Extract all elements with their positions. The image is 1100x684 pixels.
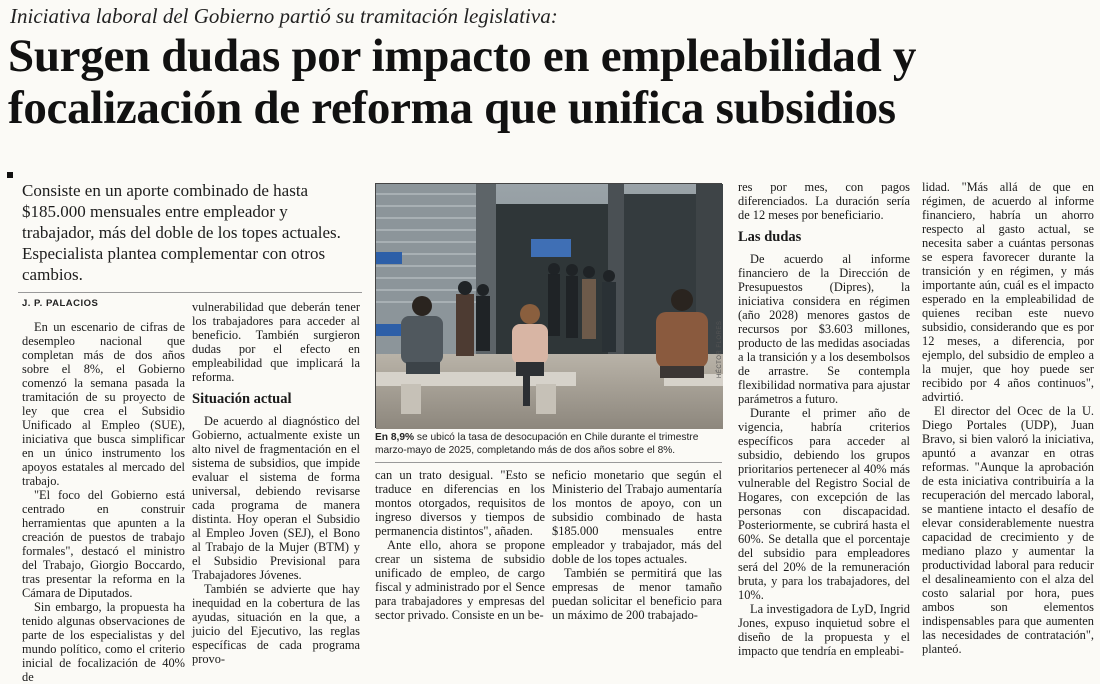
- paragraph: Durante el primer año de vigencia, habría criterios específicos para acceder al subsidio, debiendo los grupos prioritarios pertenecer al 40% más vulnerable del Registro Social de Hogares, con excepción de las personas con discapacidad. Posteriormente, se cubrirá hasta el 60%. Se detalla que el porcentaje del subsidio para empleadores será del 20% de la remuneración bruta, y para los trabajadores, del 10%.: [738, 406, 910, 602]
- article-byline: J. P. PALACIOS: [22, 298, 99, 309]
- article-kicker: Iniciativa laboral del Gobierno partió su tramitación legislativa:: [10, 4, 558, 28]
- text-column-3: [375, 468, 545, 625]
- text-column-5: [738, 180, 910, 658]
- paragraph: También se permitirá que las empresas de menor tamaño puedan solicitar el beneficio para un máximo de 200 trabajado-: [552, 566, 722, 622]
- paragraph: De acuerdo al diagnóstico del Gobierno, actualmente existe un alto nivel de fragmentación en el sistema de subsidios, que impide evaluar el sistema de forma universal, debiendo revisarse cada programa de manera distinta. Hoy operan el Subsidio al Empleo Joven (SEJ), el Bono al Trabajo de la Mujer (BTM) y el Subsidio Previsional para Trabajadores Jóvenes.: [192, 414, 360, 582]
- paragraph: res por mes, con pagos diferenciados. La duración sería de 12 meses por beneficiario.: [738, 180, 910, 222]
- text-column-1: [22, 320, 185, 684]
- paragraph: vulnerabilidad que deberán tener los trabajadores para acceder al beneficio. También surgieron dudas por el efecto en empleabilidad que implicará la reforma.: [192, 300, 360, 384]
- paragraph: También se advierte que hay inequidad en la cobertura de las ayudas, situación en la que, a juicio del Ejecutivo, las reglas específicas de cada programa provo-: [192, 582, 360, 666]
- headline-line-1: Surgen dudas por impacto en empleabilidad y: [8, 30, 917, 82]
- section-subhead: Situación actual: [192, 391, 292, 407]
- news-photo: [375, 183, 722, 428]
- paragraph: can un trato desigual. "Esto se traduce en diferencias en los montos otorgados, requisitos de ingreso diversos y tiempos de permanencia distintos", añaden.: [375, 468, 545, 538]
- caption-text: se ubicó la tasa de desocupación en Chile durante el trimestre marzo-mayo de 2025, completando más de dos años sobre el 8%.: [375, 432, 699, 456]
- headline-line-2: focalización de reforma que unifica subsidios: [8, 82, 896, 134]
- paragraph: De acuerdo al informe financiero de la Dirección de Presupuestos (Dipres), la iniciativa considera en régimen (año 2028) menores gastos de recursos por $3.603 millones, producto de las medidas asociadas a la transición y a los desembolsos de arrastre. Se contempla flexibilidad normativa para ajustar parámetros a futuro.: [738, 252, 910, 406]
- text-column-4: [552, 468, 722, 625]
- paragraph: La investigadora de LyD, Ingrid Jones, expuso inquietud sobre el diseño de la propuesta y el impacto que tendría en empleabi-: [738, 602, 910, 658]
- lead-divider: [18, 292, 362, 293]
- article-lead: Consiste en un aporte combinado de hasta $185.000 mensuales entre empleador y trabajador, más del doble de los topes actuales. Especialista plantea complementar con otros cambios.: [22, 181, 341, 284]
- paragraph: Sin embargo, la propuesta ha tenido algunas observaciones de parte de los especialistas y del mundo político, como el criterio inicial de focalización de 40% de: [22, 600, 185, 684]
- paragraph: neficio monetario que según el Ministerio del Trabajo aumentaría los montos de apoyo, con un subsidio combinado de hasta $185.000 mensuales entre empleador y trabajador, más del doble de los topes actuales.: [552, 468, 722, 566]
- text-column-2: [192, 300, 360, 666]
- paragraph: Ante ello, ahora se propone crear un sistema de subsidio unificado de empleo, de cargo fiscal y administrado por el Sence para trabajadores y empresas del sector privado. Consiste en un be-: [375, 538, 545, 622]
- article-headline: [8, 30, 1098, 134]
- lead-bullet-marker: [7, 172, 13, 178]
- photo-credit: HÉCTOR FLORES: [717, 320, 723, 378]
- photo-illustration: [376, 184, 723, 429]
- paragraph: En un escenario de cifras de desempleo nacional que completan más de dos años sobre el 8%, el Gobierno comenzó la semana pasada la tramitación de su proyecto de ley que crea el Subsidio Unificado al Empleo (SUE), iniciativa que busca simplificar en un único instrumento los apoyos estatales al mercado del trabajo.: [22, 320, 185, 488]
- photo-caption: [375, 431, 722, 457]
- paragraph: El director del Ocec de la U. Diego Portales (UDP), Juan Bravo, si bien valoró la iniciativa, apuntó a avanzar en otras reformas. "Aunque la aprobación de esta iniciativa contribuiría a la recuperación del mercado laboral, se mantiene intacto el desafío de elevar considerablemente nuestra capacidad de crecimiento y de mediano plazo y aumentar la productividad laboral para reducir el desalineamiento con el alza del costo salarial por hora, pues ambos son elementos indispensables para que aumenten las necesidades de contratación", planteó.: [922, 404, 1094, 656]
- paragraph: lidad. "Más allá de que en régimen, de acuerdo al informe financiero, habría un ahorro respecto al gasto actual, se necesita saber a cuántas personas se espera favorecer durante la transición y en régimen, y más importante aún, cuál es el impacto esperado en la empleabilidad de quienes reciban este nuevo subsidio, considerando que es por 12 meses, a diferencia, por ejemplo, del subsidio de empleo a la mujer, que hoy puede ser recibido por 4 años continuos", advirtió.: [922, 180, 1094, 404]
- section-subhead: Las dudas: [738, 229, 802, 245]
- caption-highlight: En 8,9%: [375, 432, 415, 443]
- text-column-6: [922, 180, 1094, 656]
- paragraph: "El foco del Gobierno está centrado en construir herramientas que apunten a la creación de puestos de trabajo formales", destacó el ministro del Trabajo, Giorgio Boccardo, tras presentar la reforma en la Cámara de Diputados.: [22, 488, 185, 600]
- caption-divider: [375, 462, 722, 463]
